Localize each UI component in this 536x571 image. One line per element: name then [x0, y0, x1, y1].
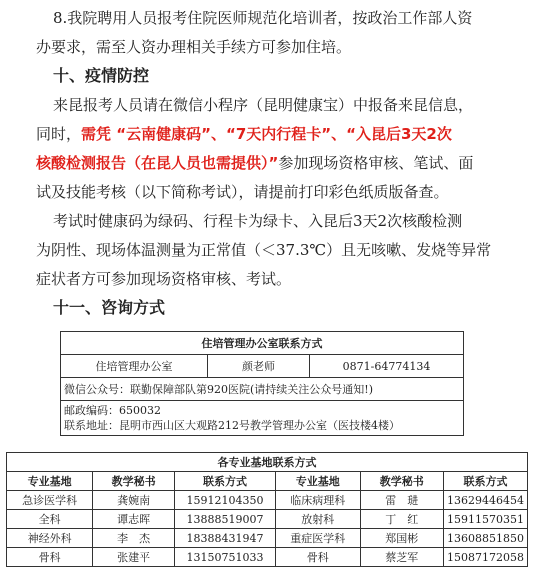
- office-name: 住培管理办公室: [61, 355, 208, 378]
- sec10-p1-line2-prefix: 同时，: [36, 125, 82, 143]
- col-header-secretary: 教学秘书: [360, 472, 443, 491]
- base-cell: 重症医学科: [276, 529, 361, 548]
- office-phone: 0871-64774134: [310, 355, 464, 378]
- secretary-cell: 蔡芝军: [360, 548, 443, 567]
- secretary-cell: 李 杰: [93, 529, 175, 548]
- secretary-cell: 丁 红: [360, 510, 443, 529]
- col-header-base: 专业基地: [7, 472, 93, 491]
- secretary-cell: 雷 琎: [360, 491, 443, 510]
- sec10-p1-line3: [36, 153, 473, 173]
- phone-cell: 18388431947: [174, 529, 275, 548]
- base-cell: 全科: [7, 510, 93, 529]
- base-cell: 临床病理科: [276, 491, 361, 510]
- col-header-phone: 联系方式: [174, 472, 275, 491]
- section-10-heading: 十、疫情防控: [53, 66, 150, 85]
- col-header-secretary: 教学秘书: [93, 472, 175, 491]
- base-contact-title: 各专业基地联系方式: [7, 453, 528, 472]
- base-cell: 放射科: [276, 510, 361, 529]
- sec10-p1-line4: 试及技能考核（以下简称考试），请提前打印彩色纸质版备查。: [36, 183, 449, 201]
- phone-cell: 13888519007: [174, 510, 275, 529]
- sec10-p1-line2-highlight: 需凭 “云南健康码”、“7天内行程卡”、“入昆后3天2次: [81, 125, 452, 143]
- base-contact-table: [6, 452, 528, 567]
- section-11-heading: 十一、咨询方式: [53, 298, 166, 317]
- phone-cell: 15911570351: [444, 510, 528, 529]
- base-cell: 骨科: [276, 548, 361, 567]
- base-cell: 急诊医学科: [7, 491, 93, 510]
- sec10-p2-line2: 为阴性、现场体温测量为正常值（＜37.3℃）且无咳嗽、发烧等异常: [36, 241, 492, 259]
- item8-line2: 办要求，需至人资办理相关手续方可参加住培。: [36, 38, 352, 56]
- table-row: [7, 548, 528, 567]
- base-cell: 骨科: [7, 548, 93, 567]
- secretary-cell: 龚婉南: [93, 491, 175, 510]
- base-cell: 神经外科: [7, 529, 93, 548]
- col-header-phone: 联系方式: [444, 472, 528, 491]
- phone-cell: 13629446454: [444, 491, 528, 510]
- sec10-p1-line3-suffix: 参加现场资格审核、笔试、面: [278, 154, 474, 172]
- office-address: 联系地址：昆明市西山区大观路212号教学管理办公室（医技楼4楼）: [64, 419, 400, 432]
- office-contact-table: [60, 331, 464, 436]
- sec10-p1-line1: 来昆报考人员请在微信小程序（昆明健康宝）中报备来昆信息，: [53, 96, 474, 114]
- sec10-p1-line3-highlight: 核酸检测报告（在昆人员也需提供）”: [36, 154, 279, 172]
- office-wechat: 微信公众号：联勤保障部队第920医院(请持续关注公众号通知!): [61, 378, 464, 401]
- secretary-cell: 谭志晖: [93, 510, 175, 529]
- table-row: [7, 529, 528, 548]
- office-address-cell: [61, 401, 464, 436]
- office-postcode: 邮政编码：650032: [64, 404, 161, 417]
- office-contact-title: 住培管理办公室联系方式: [61, 332, 464, 355]
- secretary-cell: 张建平: [93, 548, 175, 567]
- phone-cell: 13608851850: [444, 529, 528, 548]
- item8-line1: 8.我院聘用人员报考住院医师规范化培训者，按政治工作部人资: [53, 9, 473, 27]
- sec10-p2-line3: 症状者方可参加现场资格审核、考试。: [36, 270, 292, 288]
- sec10-p2-line1: 考试时健康码为绿码、行程卡为绿卡、入昆后3天2次核酸检测: [53, 212, 463, 230]
- sec10-p1-line2: [36, 124, 452, 144]
- office-contact-person: 颜老师: [208, 355, 310, 378]
- col-header-base: 专业基地: [276, 472, 361, 491]
- table-row: [7, 491, 528, 510]
- secretary-cell: 郑国彬: [360, 529, 443, 548]
- table-row: [7, 510, 528, 529]
- phone-cell: 15912104350: [174, 491, 275, 510]
- phone-cell: 13150751033: [174, 548, 275, 567]
- phone-cell: 15087172058: [444, 548, 528, 567]
